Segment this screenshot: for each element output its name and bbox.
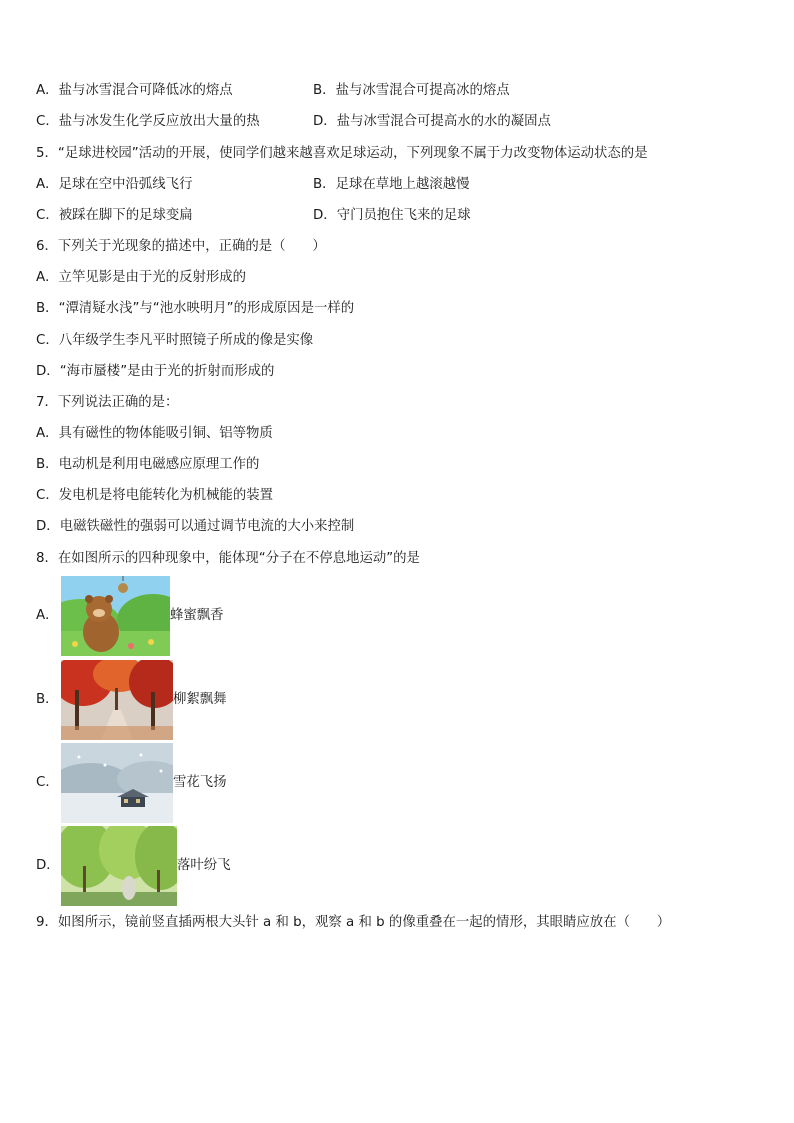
q8-option-d-letter: D． [36,858,60,873]
q4-option-d[interactable]: D．盐与冰雪混合可提高水的水的凝固点 [313,114,551,129]
q4-option-b[interactable]: B．盐与冰雪混合可提高冰的熔点 [313,83,510,98]
q8-option-c[interactable] [0,743,794,823]
snow-village-image [61,743,173,823]
q8-option-d[interactable] [0,826,794,906]
autumn-red-trees-image [61,660,173,740]
q8-option-c-letter: C． [36,775,59,790]
q8-option-a-letter: A． [36,608,59,623]
q8-stem: 8．在如图所示的四种现象中，能体现“分子在不停息地运动”的是 [36,551,420,566]
q4-option-a[interactable]: A．盐与冰雪混合可降低冰的熔点 [36,83,233,98]
q8-option-a[interactable] [0,576,794,656]
q7-option-a[interactable]: A．具有磁性的物体能吸引铜、铝等物质 [36,426,273,441]
q5-option-d[interactable]: D．守门员抱住飞来的足球 [313,208,471,223]
q6-option-c[interactable]: C．八年级学生李凡平时照镜子所成的像是实像 [36,333,314,348]
q6-option-d[interactable]: D．“海市蜃楼”是由于光的折射而形成的 [36,364,275,379]
q8-option-a-caption: 蜂蜜飘香 [170,608,224,623]
q8-option-b[interactable] [0,660,794,740]
q6-option-a[interactable]: A．立竿见影是由于光的反射形成的 [36,270,247,285]
q6-option-b[interactable]: B．“潭清疑水浅”与“池水映明月”的形成原因是一样的 [36,301,355,316]
q5-option-b[interactable]: B．足球在草地上越滚越慢 [313,177,470,192]
q8-option-b-letter: B． [36,692,59,707]
q8-option-d-caption: 落叶纷飞 [177,858,231,873]
q5-option-c[interactable]: C．被踩在脚下的足球变扁 [36,208,193,223]
q6-stem: 6．下列关于光现象的描述中，正确的是（ ） [36,239,326,254]
q7-option-d[interactable]: D．电磁铁磁性的强弱可以通过调节电流的大小来控制 [36,519,355,534]
q7-option-b[interactable]: B．电动机是利用电磁感应原理工作的 [36,457,260,472]
q5-option-a[interactable]: A．足球在空中沿弧线飞行 [36,177,193,192]
q9-stem: 9．如图所示，镜前竖直插两根大头针 a 和 b，观察 a 和 b 的像重叠在一起的情形，其眼睛应放在（ ） [36,915,671,930]
q8-option-c-caption: 雪花飞扬 [173,775,227,790]
green-willow-trees-image [61,826,177,906]
cartoon-bear-honey-image [61,576,170,656]
q7-option-c[interactable]: C．发电机是将电能转化为机械能的装置 [36,488,273,503]
q8-option-b-caption: 柳絮飘舞 [173,692,227,707]
q4-option-c[interactable]: C．盐与冰发生化学反应放出大量的热 [36,114,260,129]
q7-stem: 7．下列说法正确的是： [36,395,179,410]
q5-stem: 5．“足球进校园”活动的开展，使同学们越来越喜欢足球运动，下列现象不属于力改变物体运动状态的是 [36,146,648,161]
